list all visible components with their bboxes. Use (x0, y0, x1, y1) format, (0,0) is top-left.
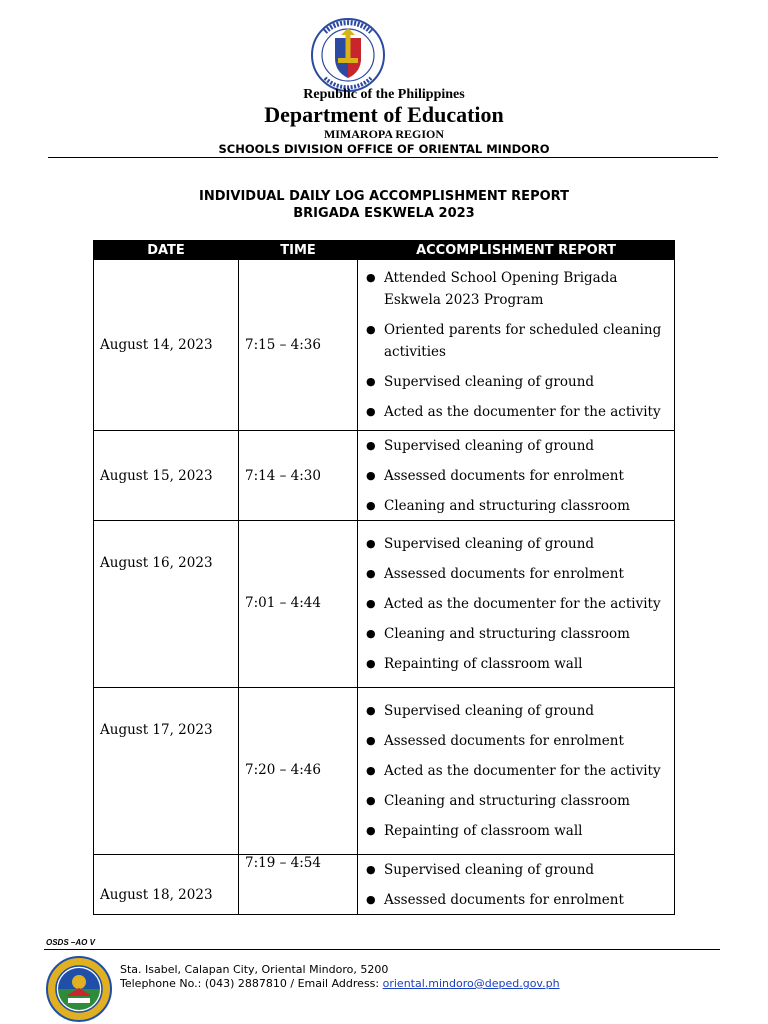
date-cell: August 18, 2023 (94, 855, 239, 915)
accomplishment-cell (358, 688, 675, 855)
accomplishment-cell (358, 431, 675, 521)
accomplishment-table (93, 240, 675, 915)
time-cell: 7:15 – 4:36 (239, 260, 358, 431)
list-item: ● Acted as the documenter for the activity (364, 401, 674, 423)
list-item: ● Supervised cleaning of ground (364, 859, 674, 881)
date-cell: August 17, 2023 (94, 688, 239, 855)
deped-seal-logo (311, 18, 385, 92)
date-cell: August 16, 2023 (94, 521, 239, 688)
footer-contact (120, 977, 560, 990)
time-cell: 7:19 – 4:54 (239, 855, 358, 915)
date-cell: August 14, 2023 (94, 260, 239, 431)
date-cell: August 15, 2023 (94, 431, 239, 521)
table-row (94, 855, 675, 915)
list-item: ● Repainting of classroom wall (364, 820, 674, 842)
header-divider (48, 157, 718, 158)
header-accomplishment: ACCOMPLISHMENT REPORT (358, 241, 675, 260)
division-seal-logo (46, 956, 112, 1022)
list-item: ● Acted as the documenter for the activity (364, 760, 674, 782)
footer-divider (44, 949, 720, 950)
list-item: ● Supervised cleaning of ground (364, 533, 674, 555)
list-item: ● Cleaning and structuring classroom (364, 495, 674, 517)
list-item: ● Repainting of classroom wall (364, 653, 674, 675)
department-heading: Department of Education (264, 102, 504, 127)
time-cell: 7:01 – 4:44 (239, 521, 358, 688)
republic-heading: Republic of the Philippines (303, 87, 465, 102)
table-row (94, 688, 675, 855)
list-item: ● Supervised cleaning of ground (364, 435, 674, 457)
list-item: ● Assessed documents for enrolment (364, 889, 674, 911)
document-code: OSDS –AO V (46, 938, 95, 947)
header-date: DATE (94, 241, 239, 260)
footer-contact-label: Telephone No.: (043) 2887810 / Email Address: (120, 977, 383, 990)
list-item: ● Supervised cleaning of ground (364, 700, 674, 722)
accomplishment-cell (358, 260, 675, 431)
list-item: ● Cleaning and structuring classroom (364, 790, 674, 812)
table-row (94, 260, 675, 431)
list-item: ● Cleaning and structuring classroom (364, 623, 674, 645)
list-item: ● Assessed documents for enrolment (364, 563, 674, 585)
accomplishment-cell (358, 521, 675, 688)
list-item: ● Oriented parents for scheduled cleaning activities (364, 319, 674, 363)
list-item: ● Supervised cleaning of ground (364, 371, 674, 393)
email-link[interactable]: oriental.mindoro@deped.gov.ph (382, 977, 560, 990)
list-item: ● Acted as the documenter for the activity (364, 593, 674, 615)
list-item: ● Assessed documents for enrolment (364, 730, 674, 752)
accomplishment-cell (358, 855, 675, 915)
table-header-row (94, 241, 675, 260)
time-cell: 7:20 – 4:46 (239, 688, 358, 855)
report-title: INDIVIDUAL DAILY LOG ACCOMPLISHMENT REPORT (199, 189, 569, 204)
table-row (94, 431, 675, 521)
table-row (94, 521, 675, 688)
report-subtitle: BRIGADA ESKWELA 2023 (293, 206, 475, 221)
list-item: ● Attended School Opening Brigada Eskwela 2023 Program (364, 267, 674, 311)
region-heading: MIMAROPA REGION (323, 127, 445, 141)
division-heading: SCHOOLS DIVISION OFFICE OF ORIENTAL MINDORO (218, 142, 550, 156)
header-time: TIME (239, 241, 358, 260)
list-item: ● Assessed documents for enrolment (364, 465, 674, 487)
footer-address: Sta. Isabel, Calapan City, Oriental Mindoro, 5200 (120, 963, 389, 976)
time-cell: 7:14 – 4:30 (239, 431, 358, 521)
